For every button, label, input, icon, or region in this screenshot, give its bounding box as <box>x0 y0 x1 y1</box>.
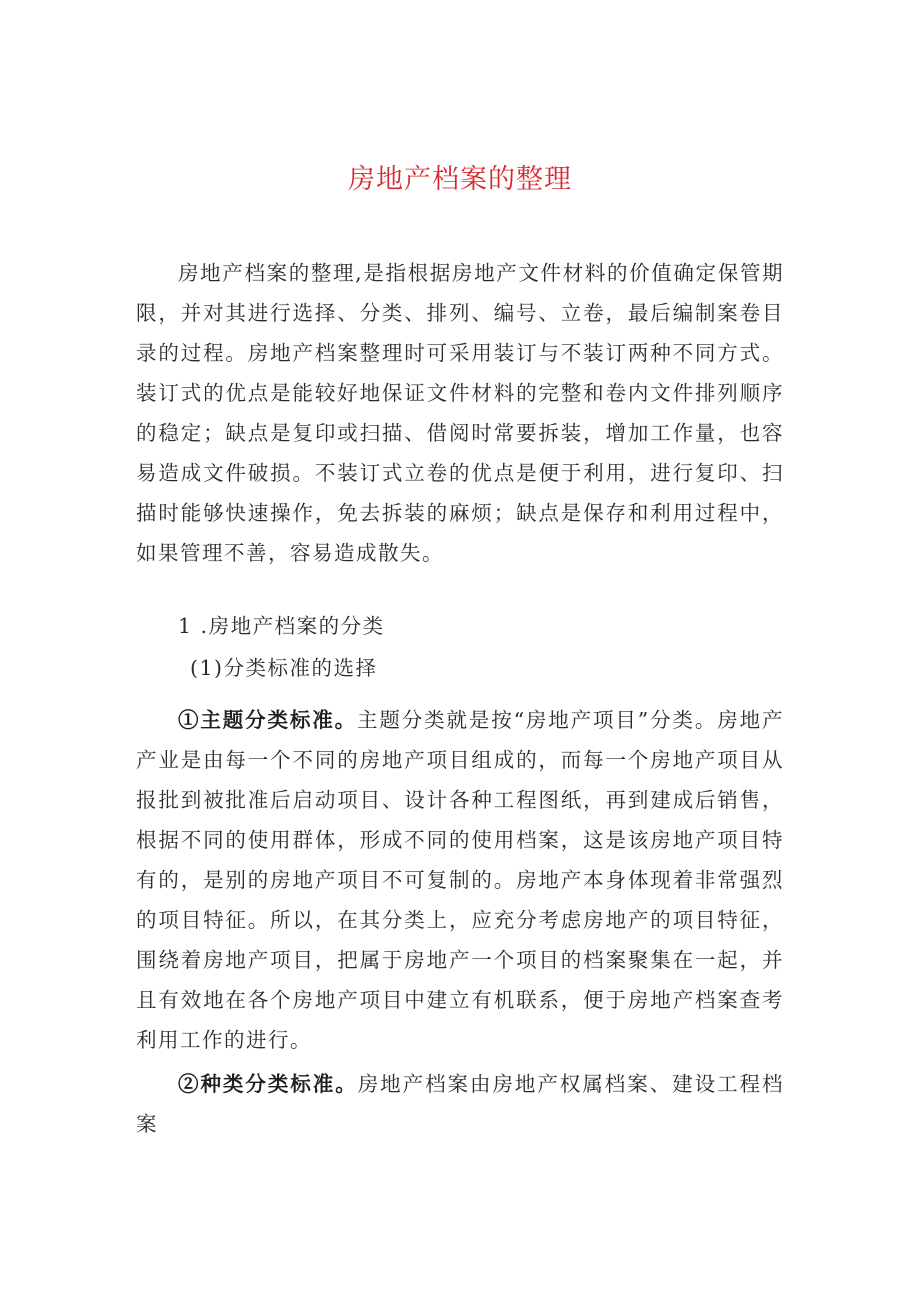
intro-paragraph: 房地产档案的整理,是指根据房地产文件材料的价值确定保管期限，并对其进行选择、分类、排列、编号、立卷，最后编制案卷目录的过程。房地产档案整理时可采用装订与不装订两种不同方式。装订式的优点是能较好地保证文件材料的完整和卷内文件排列顺序的稳定；缺点是复印或扫描、借阅时常要拆装，增加工作量，也容易造成文件破损。不装订式立卷的优点是便于利用，进行复印、扫描时能够快速操作，免去拆装的麻烦；缺点是保存和利用过程中，如果管理不善，容易造成散失。 <box>136 261 784 565</box>
item-paragraph-2 <box>136 1064 784 1144</box>
document-title: 房地产档案的整理 <box>348 164 572 195</box>
item-label-1: ①主题分类标准。 <box>178 708 357 732</box>
item-text-1: 主题分类就是按“房地产项目”分类。房地产产业是由每一个不同的房地产项目组成的，而每一个房地产项目从报批到被批准后启动项目、设计各种工程图纸，再到建成后销售，根据不同的使用群体，形成不同的使用档案，这是该房地产项目特有的，是别的房地产项目不可复制的。房地产本身体现着非常强烈的项目特征。所以，在其分类上，应充分考虑房地产的项目特征，围绕着房地产项目，把属于房地产一个项目的档案聚集在一起，并且有效地在各个房地产项目中建立有机联系，便于房地产档案查考利用工作的进行。 <box>136 708 785 1052</box>
item-paragraph-1 <box>136 700 784 1060</box>
item-label-2: ②种类分类标准。 <box>178 1072 358 1096</box>
subsection-heading: (1)分类标准的选择 <box>190 656 378 680</box>
section-heading: 1 .房地产档案的分类 <box>178 614 385 638</box>
item-text-2: 房地产档案由房地产权属档案、建设工程档案 <box>136 1072 785 1136</box>
